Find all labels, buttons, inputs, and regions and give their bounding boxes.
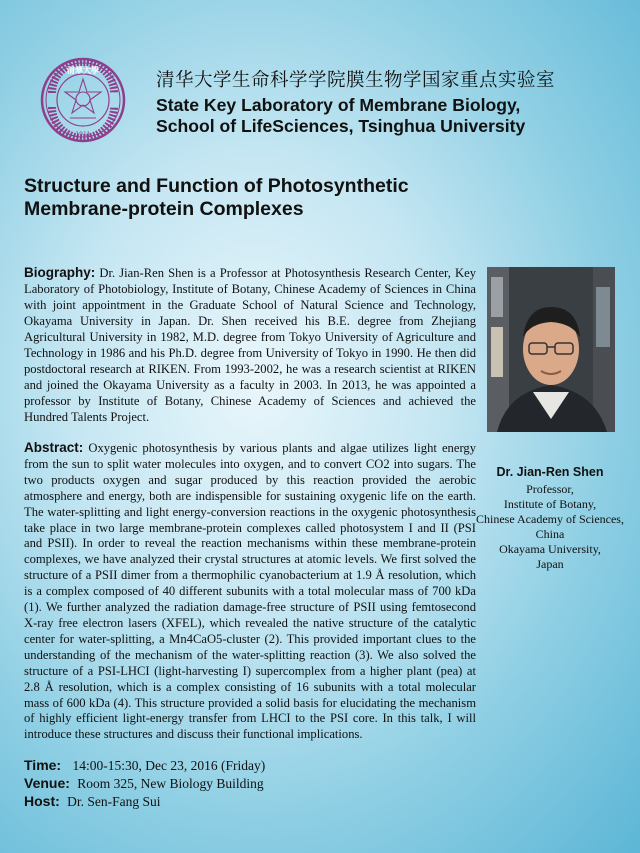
speaker-title: Professor, — [526, 482, 574, 496]
speaker-photo — [487, 267, 615, 432]
biography-text: Dr. Jian-Ren Shen is a Professor at Photosynthesis Research Center, Key Laboratory of Photobiology, Institute of Botany, Chinese Academy of Sciences in China with joint appointment in the Graduate School of Natural Science and Technology, Okayama University in Japan. Dr. Shen received his B.E. degree from Zhejiang Agricultural University in 1982, M.D. degree from Tokyo University of Agriculture and Technology in 1986 and his Ph.D. degree from University of Tokyo in 1990. He then did postdoctoral research at RIKEN. From 1993-2002, he was a research scientist at RIKEN and joined the Okayama University as a faculty in 2003. In 2013, he was appointed a professor by Institute of Botany, Chinese Academy of Sciences and achieved the Hundred Talents Project. — [24, 266, 476, 424]
talk-title-line1: Structure and Function of Photosynthetic — [24, 175, 409, 197]
lab-english-title — [156, 95, 525, 137]
speaker-info — [470, 465, 630, 572]
talk-title-line2: Membrane-protein Complexes — [24, 198, 304, 220]
tsinghua-seal-icon — [40, 57, 126, 143]
speaker-affiliation-1: Institute of Botany, — [503, 497, 597, 511]
venue-label: Venue: — [24, 775, 70, 791]
host-label: Host: — [24, 793, 60, 809]
talk-title — [24, 175, 409, 221]
time-value: 14:00-15:30, Dec 23, 2016 (Friday) — [72, 758, 266, 773]
lab-name: State Key Laboratory of Membrane Biology, — [156, 95, 521, 115]
abstract-section — [24, 440, 476, 743]
speaker-affiliation-3: Okayama University, — [499, 542, 601, 556]
event-time — [24, 757, 265, 774]
seal-cn-text: 清華大學 — [67, 66, 99, 75]
biography-label: Biography: — [24, 265, 96, 280]
lab-chinese-title: 清华大学生命科学学院膜生物学国家重点实验室 — [156, 70, 556, 91]
seal-year-text: 1911 — [75, 131, 91, 138]
event-host — [24, 793, 161, 810]
biography-section — [24, 265, 476, 425]
speaker-portrait-icon — [487, 267, 615, 432]
abstract-label: Abstract: — [24, 440, 84, 455]
speaker-country-2: Japan — [536, 557, 564, 571]
host-value: Dr. Sen-Fang Sui — [67, 794, 161, 809]
school-name: School of LifeSciences, Tsinghua University — [156, 116, 526, 136]
speaker-country-1: China — [535, 527, 565, 541]
speaker-name: Dr. Jian-Ren Shen — [496, 465, 604, 479]
event-venue — [24, 775, 264, 792]
venue-value: Room 325, New Biology Building — [77, 776, 264, 791]
time-label: Time: — [24, 757, 62, 773]
abstract-text: Oxygenic photosynthesis by various plants and algae utilizes light energy from the sun to split water molecules into oxygen, and to convert CO2 into sugars. The two products oxygen and sugar produced by this reaction provided the aerobic atmosphere and energy, both are indispensible for sustaining oxygenic life on the earth. The water-splitting and light energy-conversion reactions in the oxygenic photosynthesis take place in two large membrane-protein complexes called photosystem I and II (PSI and PSII). In order to reveal the reaction mechanisms within these membrane-protein complexes, we have analyzed their crystal structures at atomic levels. We first solved the structure of a PSII dimer from a thermophilic cyanobacterium at 1.9 Å resolution, which is a complex composed of 40 different subunits with a total molecular mass of 700 kDa (1). We further analyzed the radiation damage-free structure of PSII using femtosecond X-ray free electron lasers (XFEL), which revealed the native structure of the catalytic center for water-splitting, a Mn4CaO5-cluster (2). This provided important clues to the understanding of the mechanism of the water-splitting reaction (3). We also solved the structure of a PSI-LHCI (light-harvesting I) supercomplex from a higher plant (pea) at 2.8 Å resolution, which is a complex consisting of 16 subunits with a total molecular mass of 600 kDa (4). This structure provided a solid basis for elucidating the mechanism of highly efficient light-energy transfer from LHCI to the PSI core. In this talk, I will introduce these structures and discuss their functional implications. — [24, 441, 476, 742]
speaker-affiliation-2: Chinese Academy of Sciences, — [476, 512, 624, 526]
